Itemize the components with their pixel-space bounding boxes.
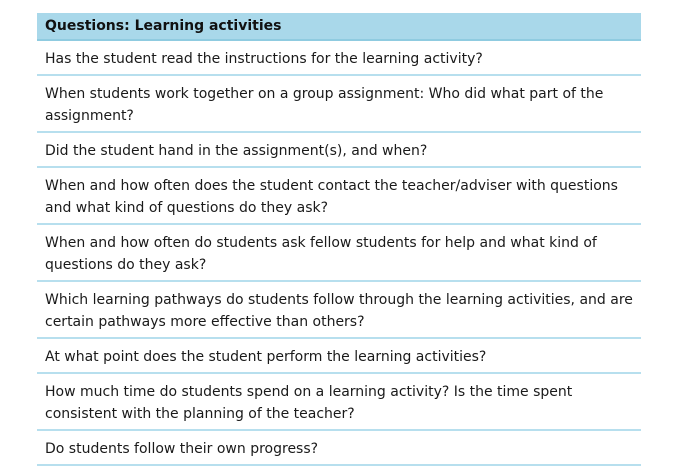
question-text: Did the student hand in the assignment(s), and when? (45, 143, 428, 159)
table-header-label: Questions: Learning activities (45, 18, 282, 34)
table-row (37, 339, 641, 374)
question-text: Has the student read the instructions for the learning activity? (45, 51, 483, 67)
table-row (37, 76, 641, 133)
table-header (37, 13, 641, 41)
question-text: Do students follow their own progress? (45, 441, 319, 457)
question-text: How much time do students spend on a learning activity? Is the time spent consistent with the planning of the teacher? (45, 384, 573, 422)
table-row (37, 282, 641, 339)
question-text: When and how often do students ask fellow students for help and what kind of questions do they ask? (45, 235, 597, 273)
question-text: At what point does the student perform the learning activities? (45, 349, 487, 365)
table-row (37, 41, 641, 76)
question-text: When and how often does the student contact the teacher/adviser with questions and what kind of questions do they ask? (45, 178, 618, 216)
table-row (37, 431, 641, 466)
table-row (37, 374, 641, 431)
table-row (37, 133, 641, 168)
table-row (37, 225, 641, 282)
questions-table (37, 13, 641, 466)
question-text: Which learning pathways do students follow through the learning activities, and are certain pathways more effective than others? (45, 292, 633, 330)
table-row (37, 168, 641, 225)
question-text: When students work together on a group assignment: Who did what part of the assignment? (45, 86, 604, 124)
